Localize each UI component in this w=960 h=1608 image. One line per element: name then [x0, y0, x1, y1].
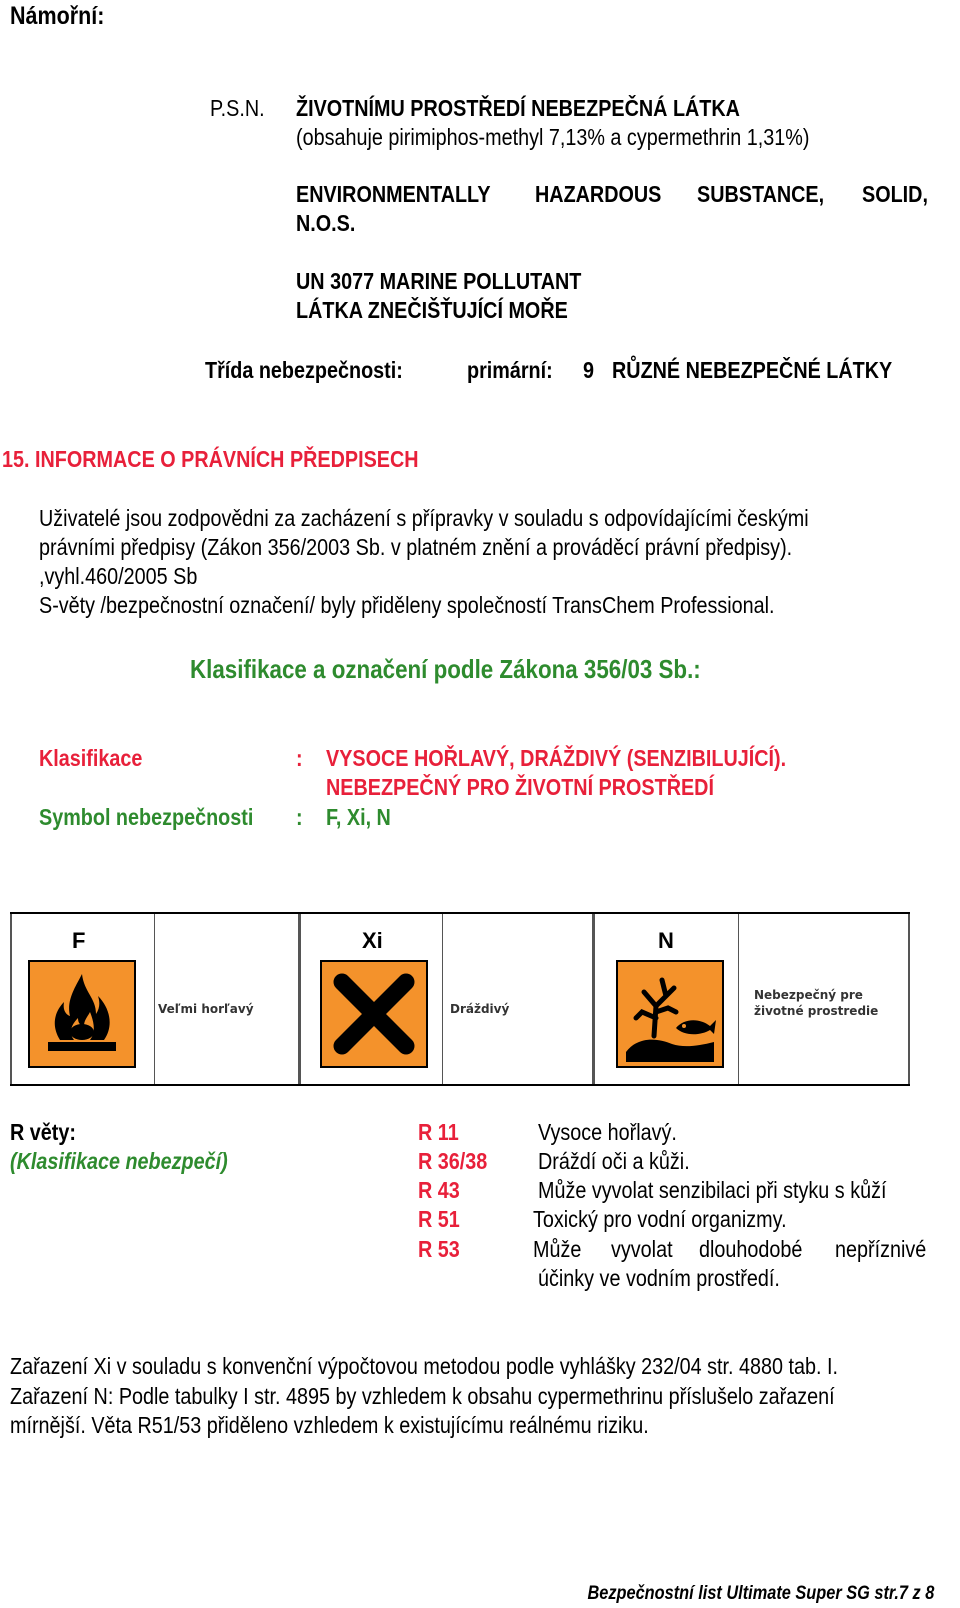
- marine-pollutant-cz: LÁTKA ZNEČIŠŤUJÍCÍ MOŘE: [296, 297, 568, 323]
- section-15-paragraph-line: ,vyhl.460/2005 Sb: [39, 563, 198, 589]
- marine-pollutant-en: UN 3077 MARINE POLLUTANT: [296, 268, 582, 294]
- r-phrase-text: Vysoce hořlavý.: [538, 1119, 677, 1145]
- hazard-symbol-xi: [302, 914, 592, 1084]
- r-phrase-text: Toxický pro vodní organizmy.: [533, 1206, 787, 1232]
- page-footer: Bezpečnostní list Ultimate Super SG str.7 z 8: [587, 1583, 934, 1604]
- classification-note: Zařazení Xi v souladu s konvenční výpočtovou metodou podle vyhlášky 232/04 str. 4880 tab. I.: [10, 1353, 838, 1379]
- psn-contains: (obsahuje pirimiphos-methyl 7,13% a cypermethrin 1,31%): [296, 124, 810, 150]
- hazard-caption-line1: Nebezpečný pre: [754, 988, 863, 1002]
- cross-icon: [320, 960, 428, 1068]
- dead-tree-fish-icon: [616, 960, 724, 1068]
- section-15-paragraph-line: právními předpisy (Zákon 356/2003 Sb. v platném znění a prováděcí právní předpisy).: [39, 534, 793, 560]
- classification-note: mírnější. Věta R51/53 přiděleno vzhledem k existujícímu reálnému riziku.: [10, 1412, 649, 1438]
- symbol-value: F, Xi, N: [326, 804, 391, 830]
- psn-name-en-word-1: ENVIRONMENTALLY: [296, 181, 491, 207]
- klasifikace-label: Klasifikace: [39, 745, 143, 771]
- symbol-label: Symbol nebezpečnosti: [39, 804, 254, 830]
- r-phrase-text-word: vyvolat: [611, 1236, 673, 1262]
- klasifikace-value-line1: VYSOCE HOŘLAVÝ, DRÁŽDIVÝ (SENZIBILUJÍCÍ).: [326, 745, 787, 771]
- r-phrase-text-word: Může: [533, 1236, 582, 1262]
- hazard-caption-line2: životné prostredie: [754, 1004, 879, 1018]
- section-15-paragraph-line: Uživatelé jsou zodpovědni za zacházení s přípravky v souladu s odpovídajícími českými: [39, 505, 809, 531]
- transport-heading: Námořní:: [10, 2, 105, 30]
- hazard-symbols-table: [10, 912, 910, 1086]
- r-phrase-text: Dráždí oči a kůži.: [538, 1148, 690, 1174]
- r-phrase-code: R 51: [418, 1206, 460, 1232]
- r-phrase-code: R 53: [418, 1236, 460, 1262]
- r-phrase-code: R 11: [418, 1119, 459, 1145]
- r-phrase-text-line2: účinky ve vodním prostředí.: [538, 1265, 780, 1291]
- r-phrase-code: R 36/38: [418, 1148, 488, 1174]
- klasifikace-colon: :: [296, 745, 303, 771]
- klasifikace-value-line2: NEBEZPEČNÝ PRO ŽIVOTNÍ PROSTŘEDÍ: [326, 774, 714, 800]
- r-phrase-text-word: nepříznivé: [835, 1236, 927, 1262]
- hazard-symbol-n: [596, 914, 910, 1084]
- section-15-title: 15. INFORMACE O PRÁVNÍCH PŘEDPISECH: [2, 446, 419, 472]
- section-15-paragraph-line: S-věty /bezpečnostní označení/ byly přiděleny společností TransChem Professional.: [39, 592, 775, 618]
- r-phrase-code: R 43: [418, 1177, 460, 1203]
- hazard-caption: Veľmi horľavý: [158, 1002, 254, 1016]
- hazard-class-primary-label: primární:: [467, 357, 553, 383]
- hazard-letter: F: [72, 928, 86, 953]
- psn-name-en-word-3: SUBSTANCE,: [697, 181, 825, 207]
- r-phrase-text: Může vyvolat senzibilaci při styku s kůží: [538, 1177, 887, 1203]
- flame-icon: [28, 960, 136, 1068]
- hazard-class-number: 9: [583, 357, 595, 383]
- psn-label: P.S.N.: [210, 95, 265, 121]
- hazard-symbol-f: [10, 914, 298, 1084]
- r-phrases-label: R věty:: [10, 1119, 76, 1145]
- psn-name-cz: ŽIVOTNÍMU PROSTŘEDÍ NEBEZPEČNÁ LÁTKA: [296, 95, 740, 121]
- hazard-class-name: RŮZNÉ NEBEZPEČNÉ LÁTKY: [612, 357, 893, 383]
- psn-name-en-word-2: HAZARDOUS: [535, 181, 662, 207]
- hazard-letter: Xi: [362, 928, 383, 953]
- symbol-colon: :: [296, 804, 303, 830]
- hazard-letter: N: [658, 928, 674, 953]
- psn-name-en-word-4: SOLID,: [862, 181, 928, 207]
- hazard-class-label: Třída nebezpečnosti:: [205, 357, 403, 383]
- classification-note: Zařazení N: Podle tabulky I str. 4895 by vzhledem k obsahu cypermethrinu příslušelo zařazení: [10, 1383, 835, 1409]
- hazard-caption: Dráždivý: [450, 1002, 510, 1016]
- r-phrases-sublabel: (Klasifikace nebezpečí): [10, 1148, 228, 1174]
- classification-subtitle: Klasifikace a označení podle Zákona 356/03 Sb.:: [190, 654, 701, 684]
- r-phrase-text-word: dlouhodobé: [699, 1236, 803, 1262]
- psn-name-en-line2: N.O.S.: [296, 210, 356, 236]
